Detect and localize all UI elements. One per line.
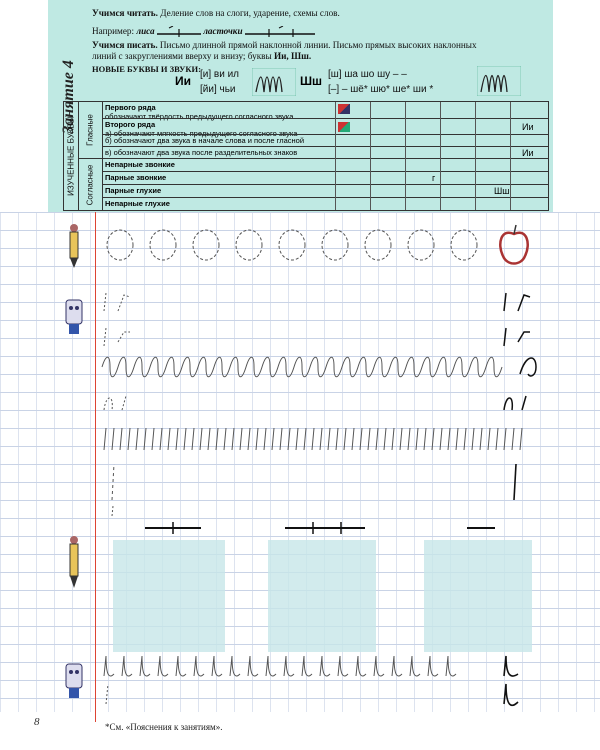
eraser-character-icon [62, 296, 86, 336]
table-row: Парные глухие Шш [102, 184, 548, 198]
page-number: 8 [34, 716, 40, 728]
table-row: Парные звонкие г [102, 171, 548, 185]
writing-line-2: линий с закруглениями вверху и внизу; буквы Ии, Шш. [92, 51, 312, 61]
cell-letter-g: г [432, 173, 436, 183]
pencil-character-icon [62, 534, 86, 590]
faded-illustration [268, 540, 376, 652]
apple-tracing-row [100, 220, 540, 270]
cell-letter-ii-2: Ии [522, 148, 534, 158]
ii-syllables-bottom: [йи] чьи [200, 84, 236, 95]
faded-illustration [424, 540, 532, 652]
vowels-label: Гласные [78, 102, 103, 158]
syllable-scheme-2 [245, 26, 315, 38]
hook-tracing-row [100, 283, 540, 323]
learned-letters-table [63, 101, 549, 211]
faded-illustration [113, 540, 225, 652]
loop-tracing-row [100, 352, 550, 382]
syllable-scheme [157, 26, 201, 38]
cell-letter-sh: Шш [494, 186, 510, 196]
ii-handwriting-sample [252, 68, 296, 96]
table-row: в) обозначают два звука после разделительных знаков Ии [102, 146, 548, 159]
apple-icon [497, 222, 531, 270]
margin-line [95, 212, 96, 722]
pencil-character-icon [62, 222, 86, 270]
example-line: Например: лиса ласточки [92, 26, 315, 38]
word-schemes [145, 520, 545, 534]
eraser-character-icon [62, 660, 86, 700]
cell-letter-ii: Ии [522, 122, 534, 132]
table-row: Второго ряда а) обозначают мягкость предыдущего согласного звука Ии [102, 118, 548, 135]
slant-lines-row [100, 424, 540, 454]
table-row: б) обозначают два звука в начале слова и после гласной [102, 134, 548, 147]
writing-line: Учимся писать. Письмо длинной прямой наклонной линии. Письмо прямых высоких наклонных [92, 40, 477, 50]
footnote: *См. «Пояснения к занятиям». [105, 722, 223, 732]
new-letters-title: НОВЫЕ БУКВЫ И ЗВУКИ: [92, 64, 201, 74]
hooked-lines-row [100, 648, 540, 708]
tall-lines-row [100, 460, 540, 520]
hard-sound-marker-icon [338, 104, 350, 114]
sh-syllables-top: [ш] ша шо шу – – [328, 69, 407, 80]
curve-tracing-row [100, 390, 540, 420]
letter-ii: Ии [175, 74, 192, 88]
ii-syllables-top: [и] ви ил [200, 69, 240, 80]
lesson-title: Занятие 4 [60, 60, 77, 134]
table-row: Непарные звонкие [102, 158, 548, 172]
soft-sound-marker-icon [338, 122, 350, 132]
table-side-label: ИЗУЧЕННЫЕ БУКВЫ [64, 102, 79, 210]
table-row: Непарные глухие [102, 197, 548, 211]
sh-handwriting-sample [477, 66, 521, 96]
consonants-label: Согласные [78, 158, 103, 211]
sh-syllables-bottom: [–] – шё* шю* ше* ши * [328, 84, 434, 95]
table-row: Первого ряда обозначают твёрдость предыдущего согласного звука [102, 102, 548, 118]
letter-sh: Шш [300, 74, 323, 88]
reading-line: Учимся читать. Деление слов на слоги, ударение, схемы слов. [92, 8, 340, 18]
